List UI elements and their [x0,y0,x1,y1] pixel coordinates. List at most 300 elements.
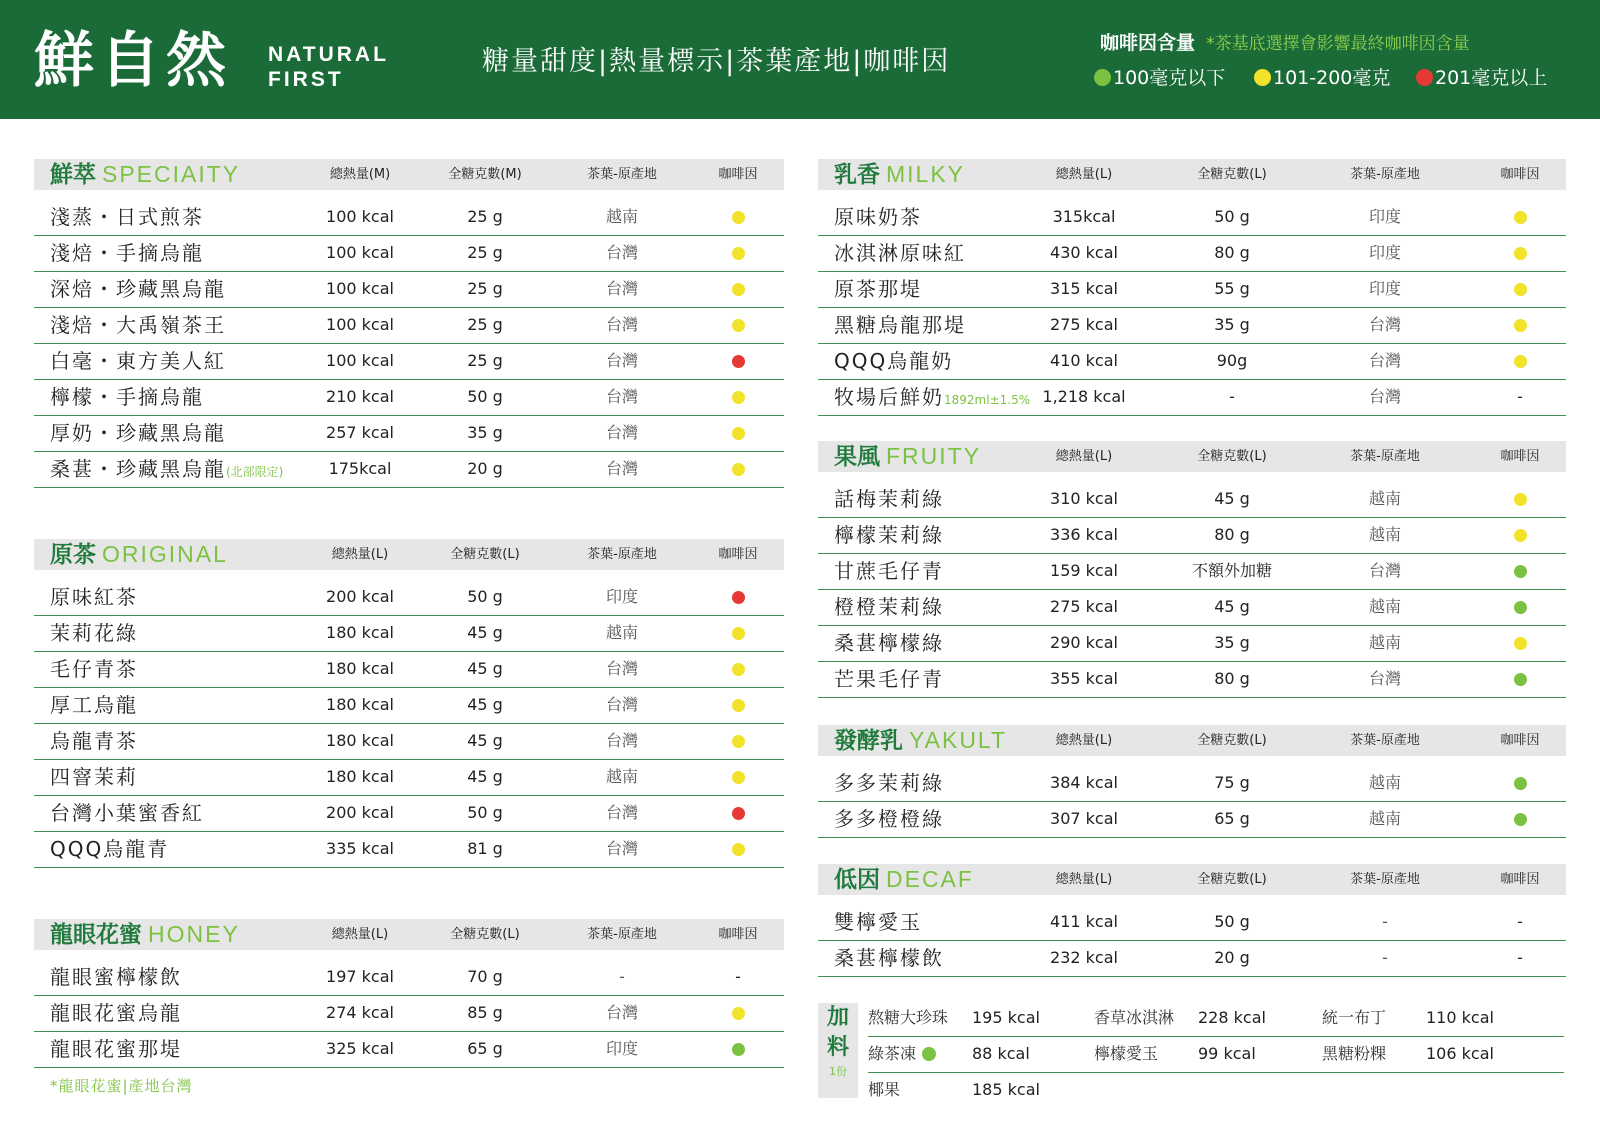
column-header: 全糖克數(L) [450,927,520,942]
drink-name-text: 桑葚・珍藏黑烏龍 [50,457,226,481]
drink-kcal: 290 kcal [1050,633,1118,652]
section-header-milky [818,159,1566,190]
table-row [34,579,784,616]
drink-name-text: 茉莉花綠 [50,621,138,645]
drink-origin: 印度 [1368,243,1401,262]
drink-origin: 台灣 [605,1003,638,1022]
drink-origin: 越南 [1368,489,1401,508]
table-row [34,1031,784,1068]
yellow-dot-icon [1514,283,1527,296]
yellow-dot-icon [732,843,745,856]
drink-name [834,343,953,379]
drink-sugar: 50 g [467,587,503,606]
addons-label-1: 加 [826,1005,849,1030]
column-header: 咖啡因 [718,547,758,562]
brand-logo-en [268,42,389,92]
drink-name-text: 龍眼花蜜那堤 [50,1037,182,1061]
addon-kcal: 88 kcal [972,1044,1030,1063]
yellow-dot-icon [732,735,745,748]
drink-name-text: 原味奶茶 [834,205,922,229]
section-title-cn: 原茶 [50,542,96,568]
drink-origin: 台灣 [1368,561,1401,580]
table-row [34,759,784,796]
drink-name-text: 黑糖烏龍那堤 [834,313,966,337]
drink-name [50,379,204,415]
addons-label-2: 料 [826,1035,849,1060]
yellow-dot-icon [732,771,745,784]
drink-name-text: 冰淇淋原味紅 [834,241,966,265]
drink-name-text: QQQ烏龍青 [50,837,170,861]
caffeine-legend-title: 咖啡因含量 [1100,32,1196,54]
drink-sugar: - [1229,387,1235,406]
green-dot-icon [1514,813,1527,826]
red-dot-icon [732,591,745,604]
drink-name-text: QQQ烏龍奶 [834,349,954,373]
legend-label: 100毫克以下 [1113,67,1226,89]
drink-sugar: 20 g [467,459,503,478]
addon-name: 椰果 [868,1080,901,1099]
drink-sugar: 65 g [467,1039,503,1058]
drink-sugar: 50 g [467,387,503,406]
green-dot-icon [922,1047,936,1061]
table-row [34,615,784,652]
drink-origin: 越南 [605,767,638,786]
drink-kcal: 180 kcal [326,695,394,714]
drink-name [834,199,922,235]
page-title: 糖量甜度|熱量標示|茶葉產地|咖啡因 [482,46,951,77]
yellow-dot-icon [1514,247,1527,260]
drink-kcal: 257 kcal [326,423,394,442]
drink-name [834,904,922,940]
section-title-en: SPECIAITY [102,161,241,187]
table-row [818,589,1566,626]
drink-name [50,235,204,271]
yellow-dot-icon [732,391,745,404]
section-header-specialty [34,159,784,190]
yellow-dot-icon [732,699,745,712]
drink-kcal: 232 kcal [1050,948,1118,967]
drink-name [50,723,138,759]
drink-name [50,199,204,235]
table-row [34,235,784,272]
drink-name [834,235,966,271]
drink-kcal: 100 kcal [326,279,394,298]
addon-item [868,1072,1040,1108]
table-row [34,651,784,688]
column-header: 全糖克數(L) [1197,872,1267,887]
column-header: 全糖克數(L) [450,547,520,562]
drink-origin: 台灣 [605,839,638,858]
table-row [34,415,784,452]
green-dot-icon [732,1043,745,1056]
drink-kcal: 410 kcal [1050,351,1118,370]
brand-logo-cn: 鮮自然 [34,26,232,96]
caffeine-none: - [1517,912,1523,931]
table-row [34,307,784,344]
section-title [50,919,240,951]
table-row [34,379,784,416]
drink-kcal: 200 kcal [326,803,394,822]
drink-origin: 台灣 [605,243,638,262]
drink-name [50,579,138,615]
green-dot-icon [1514,601,1527,614]
section-title-cn: 乳香 [834,162,880,188]
column-header: 咖啡因 [1500,872,1540,887]
addon-kcal: 228 kcal [1198,1008,1266,1027]
drink-sugar: 45 g [467,731,503,750]
drink-name [50,451,283,490]
drink-name-text: 原味紅茶 [50,585,138,609]
table-row [34,343,784,380]
column-header: 總熱量(M) [329,167,391,182]
column-header: 全糖克數(M) [448,167,522,182]
column-header: 咖啡因 [718,927,758,942]
section-title-cn: 龍眼花蜜 [50,922,142,948]
drink-name-text: 甘蔗毛仔青 [834,559,944,583]
addon-name: 檸檬愛玉 [1094,1044,1159,1063]
yellow-dot-icon [1514,493,1527,506]
drink-kcal: 335 kcal [326,839,394,858]
drink-sugar: 45 g [1214,597,1250,616]
table-row [34,723,784,760]
table-row [818,307,1566,344]
section-title [834,725,1007,757]
yellow-dot-icon [1514,319,1527,332]
section-header-original [34,539,784,570]
green-dot-icon [1514,673,1527,686]
addon-item [868,1000,1040,1036]
drink-sugar: 25 g [467,207,503,226]
column-header: 總熱量(L) [1055,872,1113,887]
table-row [34,199,784,236]
column-header: 茶葉-原產地 [587,927,657,942]
table-row [34,271,784,308]
drink-kcal: 274 kcal [326,1003,394,1022]
yellow-dot-icon [732,211,745,224]
drink-sugar: 81 g [467,839,503,858]
drink-origin: 越南 [1368,809,1401,828]
drink-name [50,831,169,867]
drink-name-text: 深焙・珍藏黑烏龍 [50,277,226,301]
drink-sugar: 90g [1216,351,1248,370]
table-row [818,553,1566,590]
section-title [50,539,228,571]
drink-origin: 台灣 [1368,669,1401,688]
column-header: 茶葉-原產地 [1350,872,1420,887]
column-header: 咖啡因 [1500,167,1540,182]
drink-kcal: 310 kcal [1050,489,1118,508]
column-header: 總熱量(L) [1055,733,1113,748]
drink-origin: 印度 [1368,207,1401,226]
drink-name-text: 桑葚檸檬綠 [834,631,944,655]
drink-sugar: 35 g [1214,633,1250,652]
column-header: 茶葉-原產地 [587,167,657,182]
legend-label: 101-200毫克 [1273,67,1391,89]
section-title-cn: 發酵乳 [834,728,903,754]
addon-name: 黑糖粉粿 [1322,1044,1387,1063]
drink-name-text: 厚奶・珍藏黑烏龍 [50,421,226,445]
table-row [818,379,1566,416]
drink-name-note: (北部限定) [226,465,284,479]
addon-item [1322,1000,1494,1036]
drink-name-text: 牧場后鮮奶 [834,385,944,409]
caffeine-none: - [1517,387,1523,406]
yellow-dot-icon [732,319,745,332]
drink-name-text: 厚工烏龍 [50,693,138,717]
legend-label: 201毫克以上 [1435,67,1548,89]
table-row [34,831,784,868]
drink-origin: 越南 [605,207,638,226]
drink-name [50,415,226,451]
drink-name [50,687,138,723]
drink-sugar: 25 g [467,315,503,334]
drink-name-text: 檸檬・手摘烏龍 [50,385,204,409]
drink-origin: 越南 [1368,773,1401,792]
table-row [818,517,1566,554]
drink-origin: 台灣 [605,387,638,406]
legend-item-green [1094,63,1225,90]
drink-origin: 台灣 [605,351,638,370]
column-header: 總熱量(L) [331,547,389,562]
drink-name [834,553,944,589]
column-header: 全糖克數(L) [1197,167,1267,182]
addon-kcal: 195 kcal [972,1008,1040,1027]
drink-name-text: 淺蒸・日式煎茶 [50,205,204,229]
section-title [50,159,240,191]
addon-row [868,1036,1564,1073]
section-header-fruity [818,441,1566,472]
drink-name [50,307,226,343]
caffeine-none: - [735,967,741,986]
drink-sugar: 65 g [1214,809,1250,828]
drink-kcal: 384 kcal [1050,773,1118,792]
drink-sugar: 45 g [467,767,503,786]
drink-kcal: 430 kcal [1050,243,1118,262]
drink-name-text: 白毫・東方美人紅 [50,349,226,373]
drink-kcal: 100 kcal [326,207,394,226]
drink-name-text: 話梅茉莉綠 [834,487,944,511]
section-title-en: YAKULT [909,727,1008,753]
column-header: 總熱量(L) [1055,167,1113,182]
section-title-en: MILKY [886,161,966,187]
addon-name: 綠茶凍 [868,1044,917,1063]
drink-kcal: 336 kcal [1050,525,1118,544]
section-title-en: HONEY [148,921,240,947]
drink-origin: 台灣 [605,695,638,714]
addons-label [818,1003,858,1098]
drink-name [50,615,138,651]
drink-name [50,959,182,995]
drink-origin: 台灣 [605,423,638,442]
addon-item [1322,1036,1494,1072]
section-title [834,159,965,191]
drink-sugar: 85 g [467,1003,503,1022]
drink-name-text: 台灣小葉蜜香紅 [50,801,204,825]
yellow-dot-icon [732,663,745,676]
drink-sugar: 25 g [467,279,503,298]
table-row [34,687,784,724]
red-dot-icon [732,355,745,368]
section-header-yakult [818,725,1566,756]
drink-name-text: 毛仔青茶 [50,657,138,681]
drink-name-text: 橙橙茉莉綠 [834,595,944,619]
drink-name [50,995,182,1031]
green-dot-icon [1514,565,1527,578]
drink-origin: 印度 [1368,279,1401,298]
red-dot-icon [1416,69,1433,86]
section-title-cn: 低因 [834,867,880,893]
table-row [34,451,784,488]
drink-sugar: 35 g [467,423,503,442]
addon-row [868,1000,1564,1037]
column-header: 茶葉-原產地 [1350,733,1420,748]
caffeine-legend [1100,28,1580,89]
drink-name-text: 多多茉莉綠 [834,771,944,795]
green-dot-icon [1514,777,1527,790]
column-header: 全糖克數(L) [1197,449,1267,464]
drink-kcal: 100 kcal [326,351,394,370]
drink-sugar: 25 g [467,351,503,370]
yellow-dot-icon [732,627,745,640]
caffeine-legend-note: *茶基底選擇會影響最終咖啡因含量 [1206,34,1470,54]
drink-name [50,1031,182,1067]
drink-sugar: 80 g [1214,669,1250,688]
drink-origin: - [619,967,625,986]
drink-name-text: 龍眼花蜜烏龍 [50,1001,182,1025]
column-header: 全糖克數(L) [1197,733,1267,748]
drink-name-note: 1892ml±1.5% [944,393,1031,407]
section-header-honey [34,919,784,950]
drink-kcal: 275 kcal [1050,597,1118,616]
drink-name [834,379,1030,418]
column-header: 咖啡因 [1500,449,1540,464]
drink-kcal: 210 kcal [326,387,394,406]
drink-origin: - [1382,948,1388,967]
section-title [834,441,981,473]
brand-logo-en-line2: FIRST [268,68,344,91]
caffeine-legend-items [1100,63,1580,89]
drink-origin: 台灣 [605,459,638,478]
header-banner [0,0,1600,119]
yellow-dot-icon [732,427,745,440]
table-row [818,199,1566,236]
addons-unit: 1份 [829,1065,847,1078]
drink-name-text: 芒果毛仔青 [834,667,944,691]
drink-origin: 越南 [1368,525,1401,544]
column-header: 咖啡因 [718,167,758,182]
drink-sugar: 50 g [1214,912,1250,931]
yellow-dot-icon [1514,529,1527,542]
drink-origin: 台灣 [605,315,638,334]
drink-origin: 台灣 [605,731,638,750]
table-row [818,625,1566,662]
drink-name [834,481,944,517]
addon-name: 統一布丁 [1322,1008,1387,1027]
yellow-dot-icon [1254,69,1271,86]
drink-kcal: 100 kcal [326,243,394,262]
table-row [34,959,784,996]
drink-name-text: 龍眼蜜檸檬飲 [50,965,182,989]
drink-name-text: 淺焙・手摘烏龍 [50,241,204,265]
column-header: 茶葉-原產地 [587,547,657,562]
section-footnote: *龍眼花蜜|產地台灣 [50,1077,193,1095]
drink-kcal: 307 kcal [1050,809,1118,828]
drink-sugar: 75 g [1214,773,1250,792]
brand-logo-en-line1: NATURAL [268,43,389,66]
section-title [834,864,974,896]
addon-name: 香草冰淇淋 [1094,1008,1175,1027]
addon-row [868,1072,1564,1108]
drink-kcal: 275 kcal [1050,315,1118,334]
yellow-dot-icon [732,1007,745,1020]
drink-name [834,765,944,801]
yellow-dot-icon [732,247,745,260]
drink-sugar: 80 g [1214,243,1250,262]
drink-kcal: 100 kcal [326,315,394,334]
drink-name [834,517,944,553]
drink-name [834,307,966,343]
drink-sugar: 50 g [467,803,503,822]
drink-sugar: 55 g [1214,279,1250,298]
drink-name [834,940,944,976]
green-dot-icon [1094,69,1111,86]
yellow-dot-icon [1514,211,1527,224]
table-row [34,795,784,832]
addon-item [868,1036,1030,1072]
table-row [818,343,1566,380]
drink-sugar: 50 g [1214,207,1250,226]
drink-kcal: 315 kcal [1050,279,1118,298]
drink-name [50,271,226,307]
drink-origin: 台灣 [605,659,638,678]
drink-kcal: 180 kcal [326,767,394,786]
drink-origin: - [1382,912,1388,931]
column-header: 總熱量(L) [1055,449,1113,464]
drink-kcal: 180 kcal [326,731,394,750]
yellow-dot-icon [732,463,745,476]
table-row [818,271,1566,308]
table-row [818,765,1566,802]
drink-origin: 台灣 [1368,351,1401,370]
section-title-en: ORIGINAL [102,541,228,567]
drink-kcal: 411 kcal [1050,912,1118,931]
table-row [818,904,1566,941]
drink-name [834,271,922,307]
addon-item [1094,1000,1266,1036]
drink-name-text: 原茶那堤 [834,277,922,301]
drink-name [834,801,944,837]
column-header: 咖啡因 [1500,733,1540,748]
column-header: 總熱量(L) [331,927,389,942]
drink-origin: 越南 [1368,597,1401,616]
section-title-en: DECAF [886,866,974,892]
drink-kcal: 197 kcal [326,967,394,986]
drink-kcal: 200 kcal [326,587,394,606]
drink-kcal: 175kcal [328,459,392,478]
drink-kcal: 159 kcal [1050,561,1118,580]
drink-name [50,759,138,795]
drink-origin: 印度 [605,1039,638,1058]
caffeine-none: - [1517,948,1523,967]
drink-origin: 越南 [605,623,638,642]
addon-item [1094,1036,1256,1072]
table-row [34,995,784,1032]
table-row [818,801,1566,838]
drink-name-text: 多多橙橙綠 [834,807,944,831]
drink-sugar: 70 g [467,967,503,986]
drink-name [834,625,944,661]
legend-item-yellow [1254,63,1390,90]
